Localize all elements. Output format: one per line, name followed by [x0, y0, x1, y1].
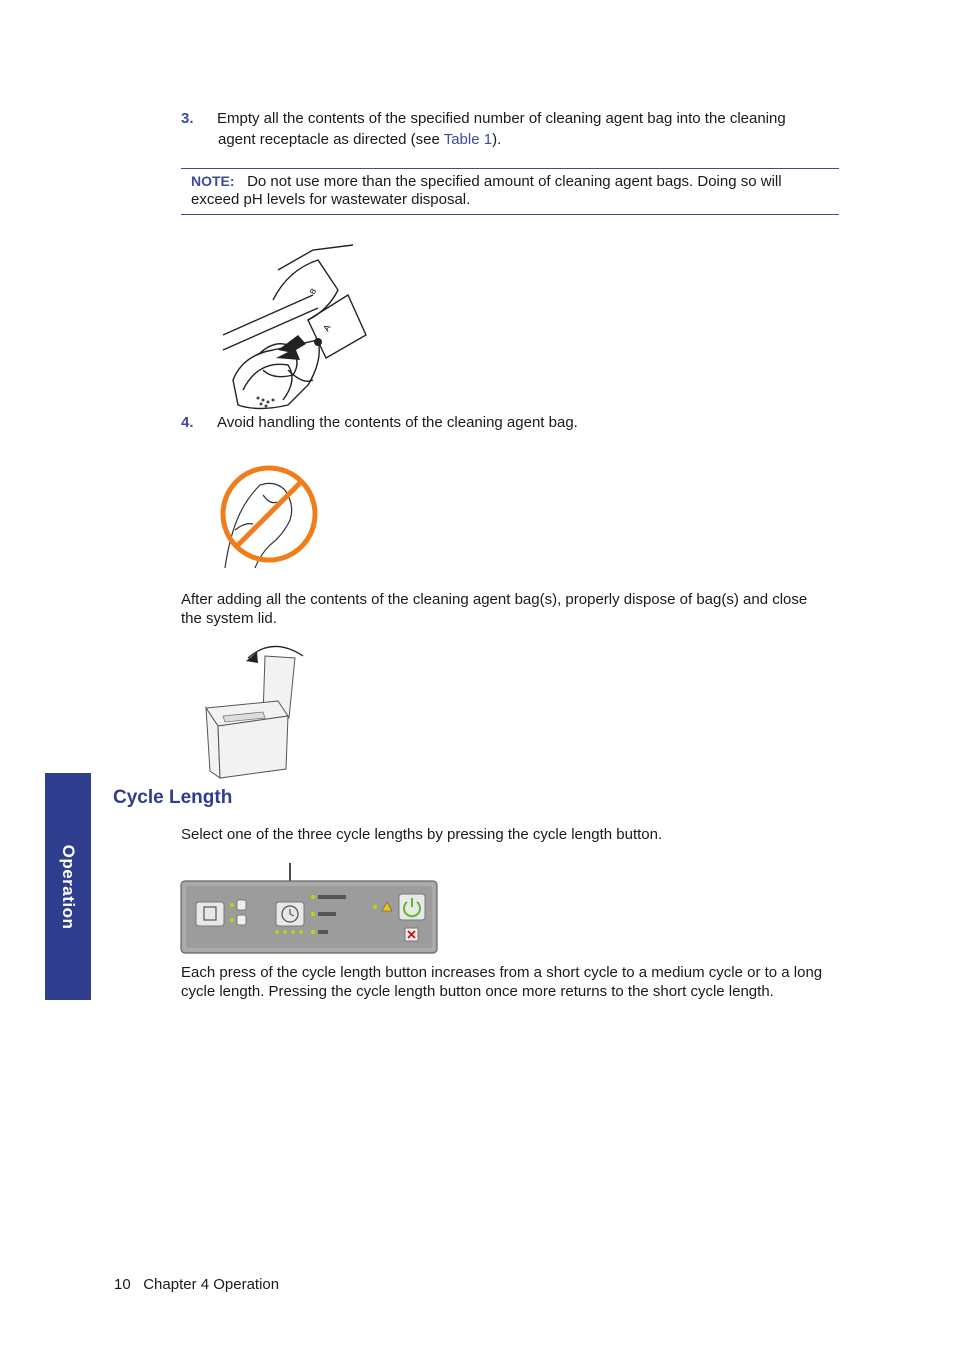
- side-tab-label: Operation: [59, 844, 78, 929]
- note-text: Do not use more than the specified amount of cleaning agent bags. Doing so will: [247, 173, 782, 190]
- step-4-number: 4.: [181, 414, 194, 431]
- bag-letter-a: A: [321, 322, 333, 333]
- power-button-icon: [399, 894, 425, 920]
- step-3-text: Empty all the contents of the specified number of cleaning agent bag into the cleaning: [217, 110, 786, 127]
- step-3-number: 3.: [181, 110, 194, 127]
- step-3-text-line2: [218, 130, 501, 150]
- side-tab-operation: [45, 773, 91, 1000]
- section-desc-line2: cycle length. Pressing the cycle length button once more returns to the short cycle length.: [181, 983, 774, 1000]
- section-desc-line1: Each press of the cycle length button increases from a short cycle to a medium cycle or to a long: [181, 964, 823, 981]
- control-panel-illustration: [180, 862, 440, 956]
- note-label: NOTE:: [191, 173, 235, 189]
- note-line1: [191, 171, 782, 192]
- after-text-line2: the system lid.: [181, 610, 277, 627]
- chapter-label: Chapter 4 Operation: [143, 1276, 280, 1293]
- page-footer: [114, 1276, 279, 1293]
- pour-bag-illustration: [218, 240, 373, 412]
- page-number: 10: [114, 1276, 131, 1293]
- step-4-text: Avoid handling the contents of the cleaning agent bag.: [217, 414, 578, 431]
- cycle-length-button-clock-icon: [276, 902, 304, 926]
- note-box: [181, 168, 839, 215]
- cancel-x-icon: [405, 928, 418, 941]
- bag-letter-b: B: [307, 286, 319, 296]
- system-lid-illustration: [203, 636, 313, 781]
- section-heading: Cycle Length: [113, 787, 233, 808]
- after-text-line1: After adding all the contents of the cleaning agent bag(s), properly dispose of bag(s) and close: [181, 591, 808, 608]
- step-3-line2-text: agent receptacle as directed (see: [218, 131, 444, 148]
- step-3-close: ).: [492, 131, 502, 148]
- table-1-link[interactable]: Table 1: [443, 131, 493, 148]
- no-handling-prohibition-icon: [215, 460, 323, 572]
- note-line2: exceed pH levels for wastewater disposal.: [191, 191, 471, 208]
- section-intro: Select one of the three cycle lengths by pressing the cycle length button.: [181, 826, 663, 843]
- detergent-button-icon: [196, 902, 224, 926]
- hp-logo-icon: [314, 338, 322, 346]
